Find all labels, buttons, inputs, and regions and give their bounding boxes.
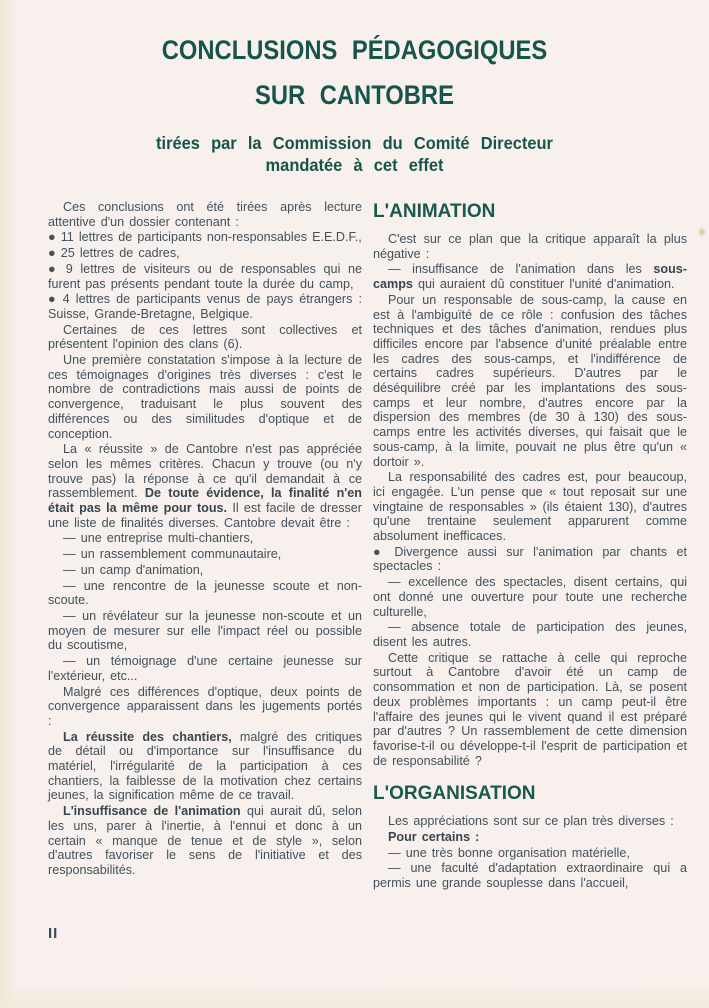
text-segment: Malgré ces différences d'optique, deux points de convergence apparaissent dans les jugements portés : <box>48 684 362 728</box>
text-block <box>373 651 687 769</box>
text-block <box>373 293 687 469</box>
text-segment: La responsabilité des cadres est, pour beaucoup, ici engagée. L'un pense que « tout reposait sur une vingtaine de responsables » (ils étaient 130), d'autres qu'une trentaine seulement apparurent comme absolument inefficaces. <box>373 470 687 544</box>
text-segment: Certaines de ces lettres sont collectives et présentent l'opinion des clans (6). <box>48 322 362 352</box>
text-block <box>48 730 362 804</box>
text-segment: ● 9 lettres de visiteurs ou de responsables qui ne furent pas présents pendant toute la durée du camp, <box>48 261 362 291</box>
scan-bottom-edge <box>0 984 709 1008</box>
text-block <box>48 579 362 608</box>
text-segment: Ces conclusions ont été tirées après lecture attentive d'un dossier contenant : <box>48 200 362 229</box>
text-block <box>48 200 362 229</box>
two-column-body <box>0 176 709 892</box>
text-segment: L'ANIMATION <box>373 201 496 222</box>
text-segment: — un rassemblement communautaire, <box>63 547 282 562</box>
text-segment: Pour un responsable de sous-camp, la cause en est à l'ambiguïté de ce rôle : confusion des tâches techniques et des tâches d'animation, rendues plus difficiles encore par l'absence d'unité préalable entre les cadres des sous-camps, et l'indifférence de certains cadres supérieurs. D'autres par le déséquilibre créé par les implantations des sous-camps et leur nombre, d'autres encore par la dispersion des membres (de 30 à 130) des sous-camps entre les activités diverses, qui faisait que le sous-camp, à la limite, pouvait ne plus être qu'un « dortoir ». <box>373 292 687 469</box>
text-block <box>48 685 362 729</box>
text-segment: ● 11 lettres de participants non-responsables E.E.D.F., <box>48 230 362 245</box>
text-block <box>373 814 687 829</box>
bold-text-segment: sous-camps <box>373 262 687 292</box>
text-block <box>373 545 687 574</box>
left-column <box>48 200 362 892</box>
page-subtitle-line2: mandatée à cet effet <box>265 155 444 175</box>
page-subtitle-line1: tirées par la Commission du Comité Directeur <box>156 133 553 153</box>
text-segment: ● Divergence aussi sur l'animation par chants et spectacles : <box>373 544 687 574</box>
text-segment: malgré des critiques de détail ou d'importance sur l'insuffisance du matériel, l'irrégularité de la participation à ces chantiers, la faiblesse de la motivation chez certains jeunes, la signification même de ce travail. <box>48 729 362 803</box>
text-segment: Les appréciations sont sur ce plan très diverses : <box>388 814 674 829</box>
text-segment: — insuffisance de l'animation dans les <box>388 262 654 277</box>
text-segment: — absence totale de participation des jeunes, disent les autres. <box>373 620 687 649</box>
text-segment: qui auraient dû constituer l'unité d'animation. <box>412 277 675 292</box>
text-segment: — un témoignage d'une certaine jeunesse sur l'extérieur, etc... <box>48 654 362 683</box>
section-heading <box>373 201 687 223</box>
text-segment: ● 4 lettres de participants venus de pays étrangers : Suisse, Grande-Bretagne, Belgique. <box>48 292 362 321</box>
text-segment: Cette critique se rattache à celle qui reproche surtout à Cantobre d'avoir été un camp de consommation et non de participation. Là, se posent deux problèmes importants : un camp peut-il être l'affaire des jeunes qui le vivent quand il est préparé par d'autres ? Un rassemblement de cette dimension favorise-t-il ou développe-t-il l'esprit de participation et de responsabilité ? <box>373 650 687 768</box>
text-block <box>373 861 687 890</box>
text-block <box>48 292 362 321</box>
text-block <box>48 654 362 683</box>
bold-text-segment: Pour certains : <box>388 830 480 845</box>
bold-text-segment: De toute évidence, la finalité n'en était pas la même pour tous. <box>48 486 362 516</box>
text-block <box>48 804 362 878</box>
section-heading <box>373 783 687 805</box>
text-segment: Une première constatation s'impose à la lecture de ces témoignages d'origines très diverses : c'est le nombre de contradictions mais aussi de points de convergence, traduisant le plus souvent des différences ou des similitudes d'optique et de conception. <box>48 353 362 441</box>
text-segment: C'est sur ce plan que la critique apparaît la plus négative : <box>373 232 687 261</box>
text-block <box>48 531 362 546</box>
text-segment: — une très bonne organisation matérielle, <box>388 845 630 860</box>
text-block <box>48 353 362 441</box>
bold-text-segment: L'insuffisance de l'animation <box>63 804 241 819</box>
text-block <box>48 262 362 291</box>
text-block <box>48 323 362 352</box>
text-segment: — un révélateur sur la jeunesse non-scoute et un moyen de mesurer sur elle l'impact réel ou possible du scoutisme, <box>48 608 362 653</box>
text-block <box>48 563 362 578</box>
right-column <box>373 200 687 892</box>
page-title-line1: CONCLUSIONS PÉDAGOGIQUES <box>161 35 548 65</box>
text-block <box>373 232 687 261</box>
text-segment: ● 25 lettres de cadres, <box>48 246 180 261</box>
bold-text-segment: La réussite des chantiers, <box>63 729 232 744</box>
text-block <box>373 262 687 291</box>
text-segment: Il est facile de dresser une liste de finalités diverses. Cantobre devait être : <box>48 501 362 530</box>
text-block <box>373 846 687 861</box>
text-segment: — un camp d'animation, <box>63 562 204 577</box>
page-title-line2: SUR CANTOBRE <box>255 80 454 110</box>
text-segment: — excellence des spectacles, disent certains, qui ont donné une ouverture pour toute une recherche culturelle, <box>373 575 687 619</box>
text-block <box>373 575 687 619</box>
text-block <box>48 609 362 653</box>
page-subtitle <box>0 132 709 176</box>
masthead <box>0 0 709 176</box>
page-number: II <box>48 925 59 942</box>
text-segment: — une entreprise multi-chantiers, <box>63 531 254 546</box>
text-segment: L'ORGANISATION <box>373 783 536 805</box>
text-block <box>48 442 362 530</box>
text-block <box>48 246 362 261</box>
text-segment: La « réussite » de Cantobre n'est pas appréciée selon les mêmes critères. Chacun y trouve (ou n'y trouve pas) la réponse à ce qu'il demandait à ce rassemblement. <box>48 442 362 501</box>
text-block <box>48 230 362 245</box>
text-block <box>373 830 687 845</box>
text-segment: qui aurait dû, selon les uns, parer à l'inertie, à l'ennui et donc à un certain « manque de tenue et de style », selon d'autres favoriser le sens de l'initiative et des responsabilités. <box>48 804 362 877</box>
text-segment: — une rencontre de la jeunesse scoute et non-scoute. <box>48 578 362 608</box>
text-block <box>48 547 362 562</box>
text-block <box>373 620 687 649</box>
text-segment: — une faculté d'adaptation extraordinaire qui a permis une grande souplesse dans l'accueil, <box>373 861 687 891</box>
text-block <box>373 470 687 544</box>
